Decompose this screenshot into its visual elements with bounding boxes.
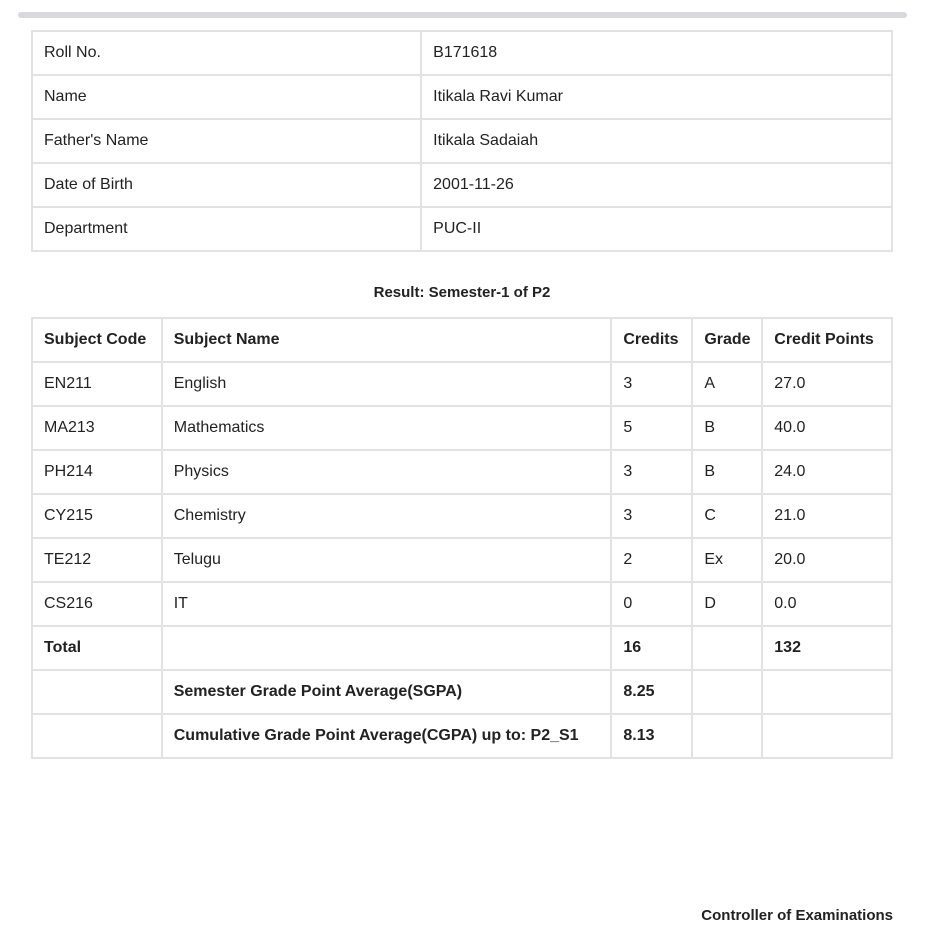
subject-credit-points: 21.0 [762,494,892,538]
table-row [32,406,892,450]
empty-cell [692,626,762,670]
result-header-row [32,318,892,362]
total-label: Total [32,626,162,670]
info-value: Itikala Ravi Kumar [421,75,892,119]
subject-name: Telugu [162,538,612,582]
info-label: Date of Birth [32,163,421,207]
empty-cell [762,670,892,714]
table-row [32,450,892,494]
header-credits: Credits [611,318,692,362]
signature-label: Controller of Examinations [701,907,893,924]
subject-name: Chemistry [162,494,612,538]
info-label: Name [32,75,421,119]
info-row-roll-no [32,31,892,75]
sgpa-value: 8.25 [611,670,692,714]
sgpa-row [32,670,892,714]
subject-name: English [162,362,612,406]
total-row [32,626,892,670]
table-row [32,494,892,538]
sgpa-label: Semester Grade Point Average(SGPA) [162,670,612,714]
info-value: 2001-11-26 [421,163,892,207]
info-value: Itikala Sadaiah [421,119,892,163]
subject-code: MA213 [32,406,162,450]
subject-grade: B [692,450,762,494]
subject-code: TE212 [32,538,162,582]
info-row-department [32,207,892,251]
header-credit-points: Credit Points [762,318,892,362]
empty-cell [762,714,892,758]
cgpa-row [32,714,892,758]
subject-name: Mathematics [162,406,612,450]
info-label: Department [32,207,421,251]
subject-credit-points: 40.0 [762,406,892,450]
header-subject-name: Subject Name [162,318,612,362]
subject-grade: D [692,582,762,626]
subject-code: CS216 [32,582,162,626]
table-row [32,582,892,626]
subject-name: IT [162,582,612,626]
table-row [32,538,892,582]
subject-credits: 3 [611,494,692,538]
subject-grade: A [692,362,762,406]
subject-grade: B [692,406,762,450]
cgpa-value: 8.13 [611,714,692,758]
subject-credits: 5 [611,406,692,450]
header-grade: Grade [692,318,762,362]
total-credit-points: 132 [762,626,892,670]
subject-credit-points: 24.0 [762,450,892,494]
subject-credits: 0 [611,582,692,626]
info-value: PUC-II [421,207,892,251]
info-row-name [32,75,892,119]
subject-grade: C [692,494,762,538]
subject-credits: 3 [611,362,692,406]
subject-credits: 3 [611,450,692,494]
empty-cell [692,670,762,714]
table-row [32,362,892,406]
subject-name: Physics [162,450,612,494]
result-table [31,317,893,759]
result-heading: Result: Semester-1 of P2 [373,284,551,301]
empty-cell [32,670,162,714]
subject-credit-points: 0.0 [762,582,892,626]
empty-cell [32,714,162,758]
subject-code: CY215 [32,494,162,538]
info-row-father-name [32,119,892,163]
subject-credits: 2 [611,538,692,582]
total-credits: 16 [611,626,692,670]
info-label: Roll No. [32,31,421,75]
cgpa-label: Cumulative Grade Point Average(CGPA) up to: P2_S1 [162,714,612,758]
info-label: Father's Name [32,119,421,163]
info-row-dob [32,163,892,207]
header-subject-code: Subject Code [32,318,162,362]
subject-grade: Ex [692,538,762,582]
info-value: B171618 [421,31,892,75]
empty-cell [162,626,612,670]
top-divider [18,12,907,18]
student-info-table [31,30,893,252]
subject-credit-points: 27.0 [762,362,892,406]
subject-credit-points: 20.0 [762,538,892,582]
subject-code: PH214 [32,450,162,494]
empty-cell [692,714,762,758]
subject-code: EN211 [32,362,162,406]
